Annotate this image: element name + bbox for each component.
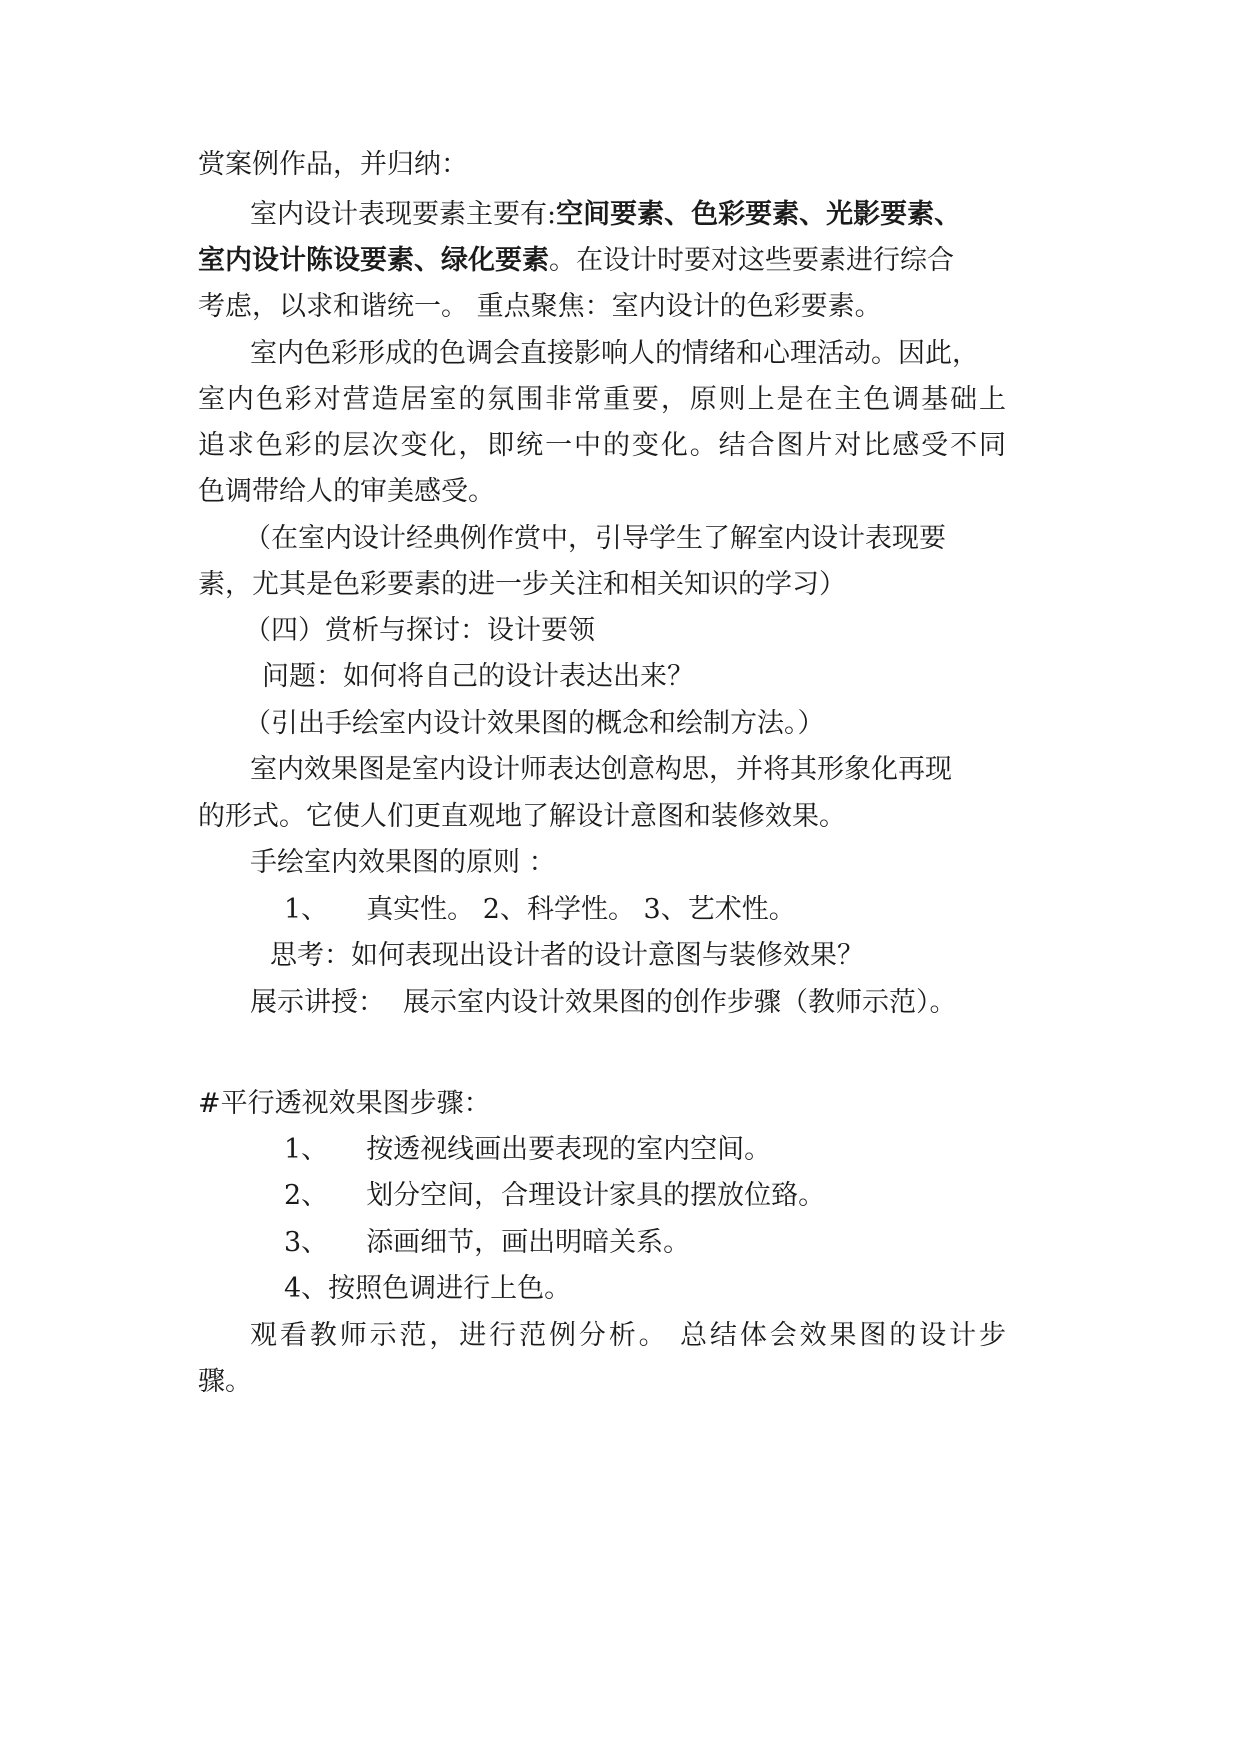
text-span: 色调带给人的审美感受。	[198, 476, 495, 507]
text-span: 室内效果图是室内设计师表达创意构思，并将其形象化再现	[250, 754, 952, 785]
paragraph-line	[284, 893, 796, 927]
list-number: 3、	[284, 1227, 329, 1258]
text-span: 添画细节，画出明暗关系。	[366, 1227, 691, 1258]
paragraph-line	[244, 522, 946, 556]
text-span: 考虑，以求和谐统一。 重点聚焦：室内设计的色彩要素。	[198, 291, 882, 322]
text-span: 观看教师示范，进行范例分析。 总结体会效果图的设计步	[250, 1320, 1006, 1351]
paragraph-line	[198, 290, 882, 324]
section-heading	[198, 1087, 491, 1121]
bold-text-span: 空间要素、色彩要素、光影要素、	[556, 199, 962, 230]
text-span: 划分空间，合理设计家具的摆放位臵。	[366, 1180, 826, 1211]
list-number: 1、	[284, 1134, 329, 1165]
text-span: 。在设计时要对这些要素进行综合	[549, 245, 954, 276]
paragraph-line	[250, 753, 952, 787]
paragraph-line	[198, 244, 954, 278]
paragraph-line	[244, 614, 595, 648]
paragraph-line	[198, 429, 1006, 463]
paragraph-line	[244, 707, 825, 741]
bold-text-span: 室内设计陈设要素、绿化要素	[198, 245, 549, 276]
text-span: 展示讲授：	[250, 987, 385, 1018]
paragraph-line	[198, 800, 846, 834]
paragraph-line	[262, 660, 694, 694]
list-item	[284, 1133, 771, 1167]
text-span: 素，尤其是色彩要素的进一步关注和相关知识的学习）	[198, 569, 846, 600]
paragraph-line	[198, 1365, 252, 1399]
paragraph-line	[250, 986, 957, 1020]
text-span: （在室内设计经典例作赏中，引导学生了解室内设计表现要	[244, 523, 946, 554]
text-span: 骤。	[198, 1366, 252, 1397]
text-span: 思考：如何表现出设计者的设计意图与装修效果？	[270, 940, 864, 971]
paragraph-line	[250, 846, 556, 880]
list-item	[284, 1272, 571, 1306]
text-span: （引出手绘室内设计效果图的概念和绘制方法。）	[244, 708, 825, 739]
paragraph-line	[198, 383, 1006, 417]
text-span: 室内色彩对营造居室的氛围非常重要，原则上是在主色调基础上	[198, 384, 1006, 415]
text-span: 室内设计表现要素主要有:	[250, 199, 557, 230]
text-span: 按透视线画出要表现的室内空间。	[366, 1134, 772, 1165]
list-number: 1、	[284, 894, 329, 925]
paragraph-line	[250, 1319, 1006, 1353]
text-span: 4、按照色调进行上色。	[284, 1273, 572, 1304]
paragraph-line	[250, 198, 961, 232]
paragraph-line	[198, 148, 468, 182]
text-span: 展示室内设计效果图的创作步骤（教师示范）。	[403, 987, 957, 1018]
list-item	[284, 1226, 690, 1260]
text-span: 赏案例作品，并归纳：	[198, 149, 468, 180]
text-span: 室内色彩形成的色调会直接影响人的情绪和心理活动。因此，	[250, 338, 979, 369]
list-number: 2、	[284, 1180, 329, 1211]
paragraph-line	[198, 475, 495, 509]
text-span: 手绘室内效果图的原则 ：	[250, 847, 556, 878]
text-span: 真实性。 2、科学性。 3、艺术性。	[366, 894, 796, 925]
text-span: #平行透视效果图步骤：	[198, 1088, 491, 1119]
text-span: （四）赏析与探讨：设计要领	[244, 615, 595, 646]
paragraph-line	[250, 337, 979, 371]
paragraph-line	[198, 568, 846, 602]
text-span: 问题：如何将自己的设计表达出来？	[262, 661, 694, 692]
list-item	[284, 1179, 825, 1213]
text-span: 的形式。它使人们更直观地了解设计意图和装修效果。	[198, 801, 846, 832]
text-span: 追求色彩的层次变化，即统一中的变化。结合图片对比感受不同	[198, 430, 1006, 461]
paragraph-line	[270, 939, 864, 973]
